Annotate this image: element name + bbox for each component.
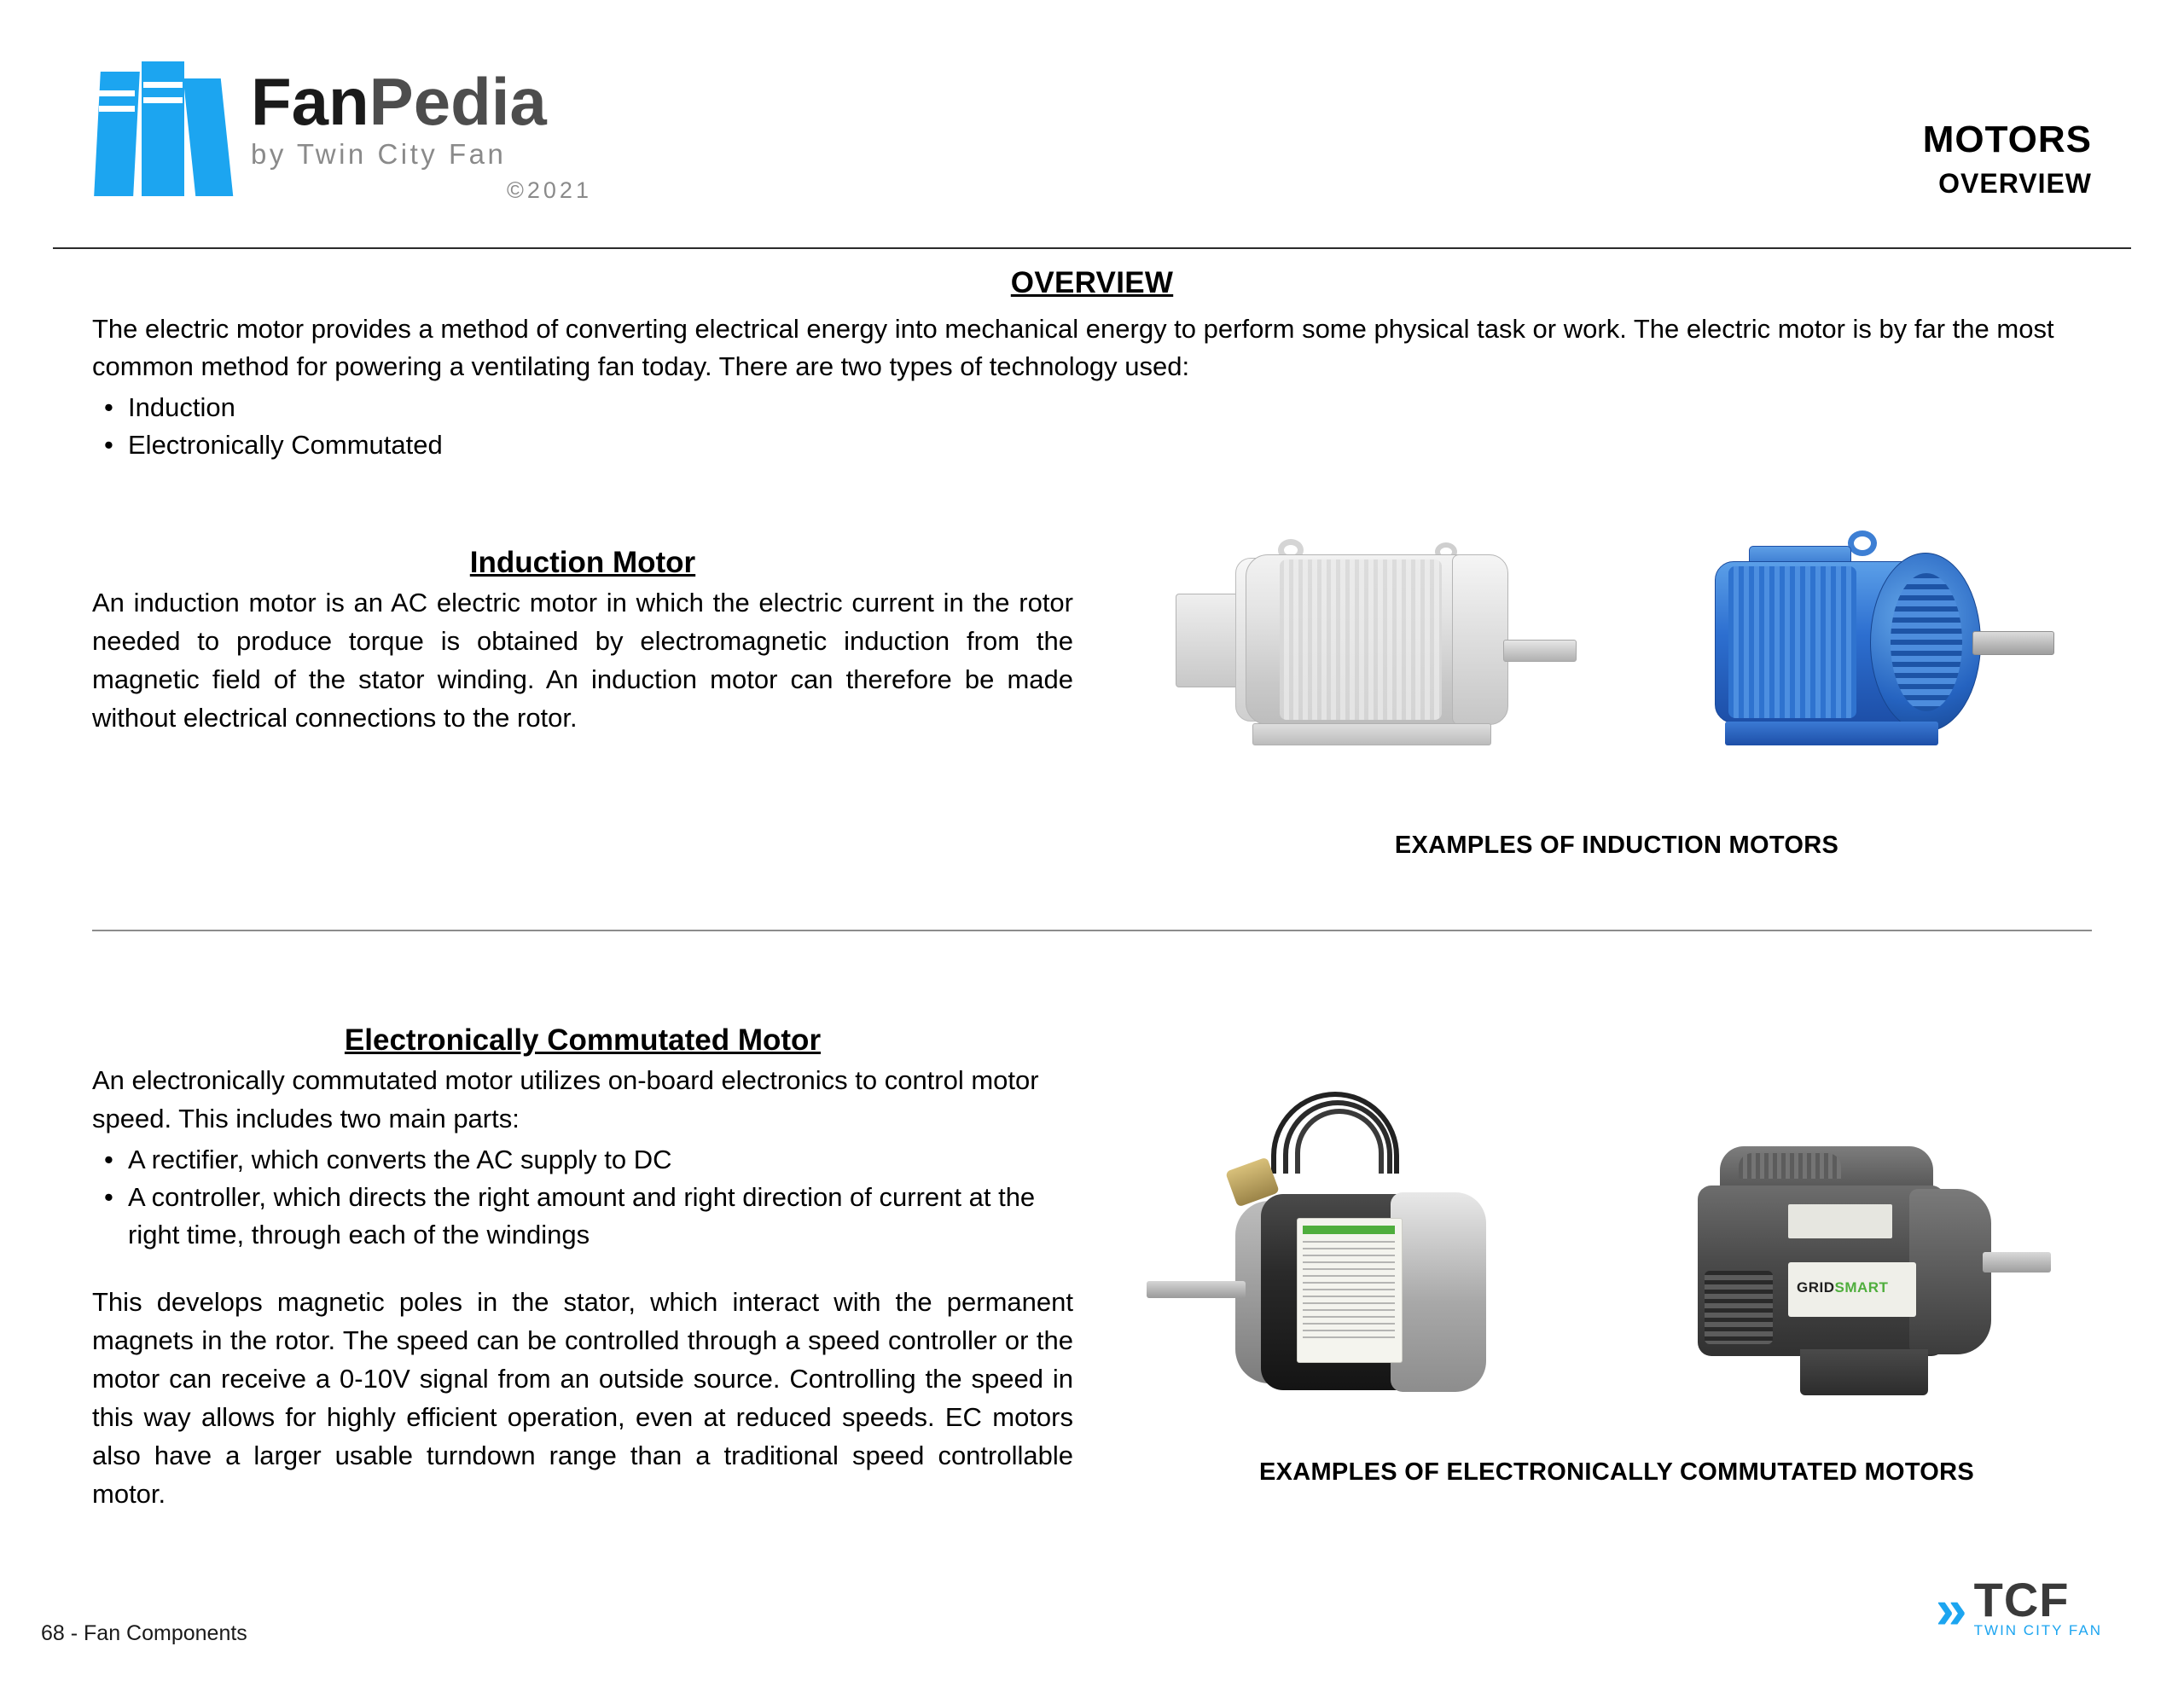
ec-bullet-list bbox=[92, 1141, 1073, 1254]
overview-section bbox=[92, 266, 2092, 464]
induction-motor-caption: EXAMPLES OF INDUCTION MOTORS bbox=[1394, 832, 1839, 859]
fanpedia-logo bbox=[92, 53, 592, 204]
ec-motor-text bbox=[92, 1023, 1073, 1513]
ec-motor-caption: EXAMPLES OF ELECTRONICALLY COMMUTATED MOTORS bbox=[1258, 1458, 1975, 1486]
list-item: • Induction bbox=[92, 389, 2092, 426]
overview-heading: OVERVIEW bbox=[1010, 266, 1174, 299]
list-item: • Electronically Commutated bbox=[92, 426, 2092, 464]
gridsmart-label-part1: GRID bbox=[1797, 1279, 1835, 1296]
tcf-logo-subtext: TWIN CITY FAN bbox=[1973, 1622, 2102, 1638]
books-icon bbox=[92, 53, 235, 196]
ec-motor-images bbox=[1135, 1092, 2099, 1458]
ec-motor-intro: An electronically commutated motor utilizes on-board electronics to control motor speed. This includes two main parts: bbox=[92, 1065, 1039, 1133]
section-divider bbox=[92, 930, 2092, 931]
tcf-logo bbox=[1935, 1573, 2102, 1640]
ec-motor-black-image bbox=[1135, 1092, 1578, 1450]
induction-motor-images bbox=[1135, 512, 2099, 853]
ec-motor-body: This develops magnetic poles in the stator, which interact with the permanent magnets in the rotor. The speed can be controlled through a speed controller or the motor can receive a 0-10V signal from an outside source. Controlling the speed in this way allows for highly efficient operation, even at reduced speeds. EC motors also have a larger usable turndown range than a traditional speed controllable motor. bbox=[92, 1287, 1073, 1509]
overview-paragraph: The electric motor provides a method of converting electrical energy into mechanical energy to perform some physical task or work. The electric motor is by far the most common method for powering a ventilating fan today. There are two types of technology used: bbox=[92, 314, 2054, 381]
blue-induction-motor-image bbox=[1647, 520, 2048, 776]
header-divider bbox=[53, 247, 2131, 249]
brand-tagline: by Twin City Fan bbox=[251, 138, 507, 170]
ec-motor-gridsmart-image bbox=[1638, 1126, 2065, 1450]
ec-motor-title: Electronically Commutated Motor bbox=[344, 1023, 822, 1057]
induction-motor-text bbox=[92, 546, 1073, 737]
induction-motor-body: An induction motor is an AC electric motor in which the electric current in the rotor needed to produce torque is obtained by electromagnetic induction from the magnetic field of the stator winding. An induction motor can therefore be made without electrical connections to the rotor. bbox=[92, 588, 1073, 733]
header-section-labels bbox=[1923, 118, 2092, 201]
section-title: MOTORS bbox=[1922, 119, 2092, 160]
list-item: • A rectifier, which converts the AC supply to DC bbox=[92, 1141, 1073, 1179]
brand-name-1: Fan bbox=[251, 64, 369, 139]
brand-name-2: Pedia bbox=[369, 64, 547, 139]
grey-induction-motor-image bbox=[1152, 520, 1553, 776]
page-header bbox=[0, 0, 2184, 246]
brand-wordmark bbox=[251, 53, 592, 204]
chevron-icon: » bbox=[1935, 1577, 1955, 1640]
gridsmart-label-part2: SMART bbox=[1834, 1279, 1889, 1296]
list-item: • A controller, which directs the right amount and right direction of current at the right time, through each of the windings bbox=[92, 1179, 1073, 1254]
overview-bullet-list bbox=[92, 389, 2092, 464]
copyright-text: ©2021 bbox=[507, 177, 592, 203]
induction-motor-title: Induction Motor bbox=[469, 546, 696, 579]
page-number-label: 68 - Fan Components bbox=[41, 1621, 247, 1645]
section-subtitle: OVERVIEW bbox=[1938, 168, 2092, 199]
tcf-logo-text: TCF bbox=[1973, 1573, 2070, 1626]
